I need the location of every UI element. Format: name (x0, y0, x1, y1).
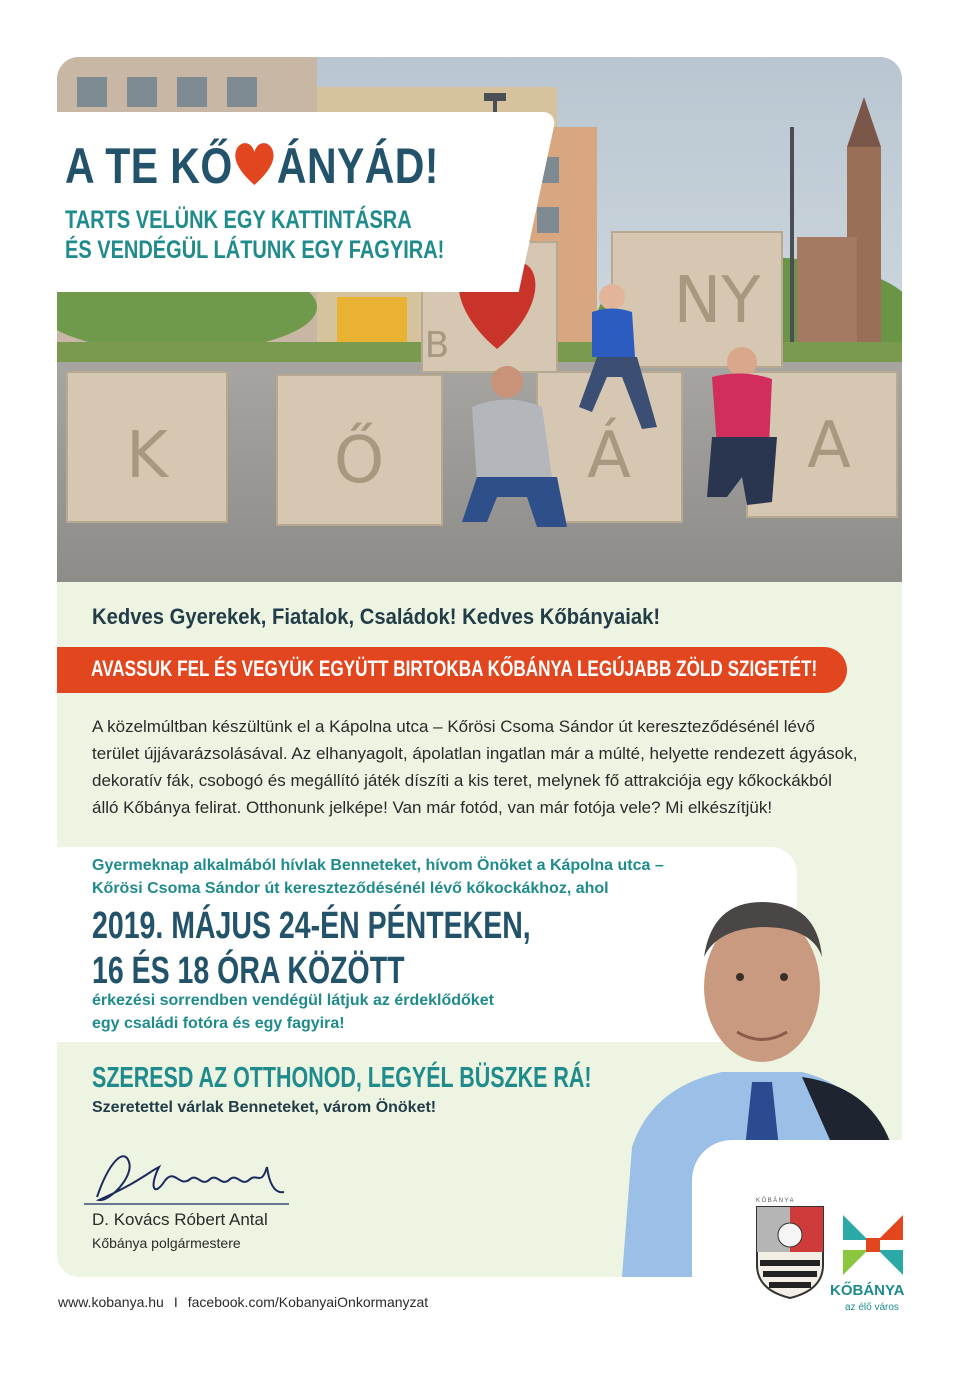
heart-icon (233, 139, 277, 187)
footer-separator: I (173, 1294, 178, 1310)
event-time: 16 ÉS 18 ÓRA KÖZÖTT (92, 950, 405, 992)
headline (65, 137, 439, 195)
cube-letter: A (807, 409, 851, 483)
banner-text: AVASSUK FEL ÉS VEGYÜK EGYÜTT BIRTOKBA KŐBÁNYA LEGÚJABB ZÖLD SZIGETÉT! (91, 656, 818, 681)
intro-paragraph: A közelmúltban készültünk el a Kápolna utca – Kőrösi Csoma Sándor út kereszteződésénél lévő terület újjávarázsolásával. Az elhanyagolt, ápolatlan ingatlan már a múlté, helyette rendezett ágyások, dekoratív fák, csobogó és megállító játék díszíti a kis teret, melynek fő attrakciója egy kőkockákból álló Kőbánya felirat. Otthonunk jelképe! Van már fotód, van már fotója vele? Mi elkészítjük! (92, 717, 858, 817)
facebook-link[interactable]: facebook.com/KobanyaiOnkormanyzat (187, 1294, 429, 1310)
footer (58, 1294, 428, 1310)
tagline (65, 205, 444, 265)
brand-tagline: az élő város (845, 1302, 899, 1313)
cube-letter: Ő (333, 424, 385, 498)
slogan: SZERESD AZ OTTHONOD, LEGYÉL BÜSZKE RÁ! (92, 1062, 592, 1094)
greeting: Kedves Gyerekek, Fiatalok, Családok! Kedves Kőbányaiak! (92, 604, 661, 629)
signer-name: D. Kovács Róbert Antal (92, 1210, 268, 1229)
invitation-line: Kőrösi Csoma Sándor út kereszteződésénél lévő kőkockákhoz, ahol (92, 880, 609, 897)
website-link[interactable]: www.kobanya.hu (58, 1294, 164, 1310)
tagline-line: TARTS VELÜNK EGY KATTINTÁSRA (65, 206, 412, 234)
cube-letter: NY (673, 264, 761, 338)
signer-role: Kőbánya polgármestere (92, 1235, 241, 1251)
invitation-line: Gyermeknap alkalmából hívlak Benneteket, hívom Önöket a Kápolna utca – (92, 857, 664, 874)
event-date: 2019. MÁJUS 24-ÉN PÉNTEKEN, (92, 905, 531, 947)
cube-letter: Á (587, 419, 631, 493)
kobanya-logo-icon (838, 1210, 908, 1280)
cube-letter: B (424, 325, 450, 366)
headline-part1: A TE KŐ (65, 138, 233, 194)
invitation-line: érkezési sorrendben vendégül látjuk az érdeklődőket (92, 992, 494, 1009)
coat-of-arms-image (755, 1205, 825, 1300)
cube-letter: K (126, 419, 168, 493)
invitation-line: egy családi fotóra és egy fagyira! (92, 1015, 345, 1032)
headline-part2: ÁNYÁD! (276, 138, 439, 194)
signature-image (79, 1142, 299, 1212)
tagline-line: ÉS VENDÉGÜL LÁTUNK EGY FAGYIRA! (65, 236, 445, 264)
brand-name: KŐBÁNYA (830, 1282, 905, 1299)
crest-label: KŐBÁNYA (756, 1198, 796, 1204)
regards-text: Szeretettel várlak Benneteket, várom Önöket! (92, 1099, 437, 1116)
